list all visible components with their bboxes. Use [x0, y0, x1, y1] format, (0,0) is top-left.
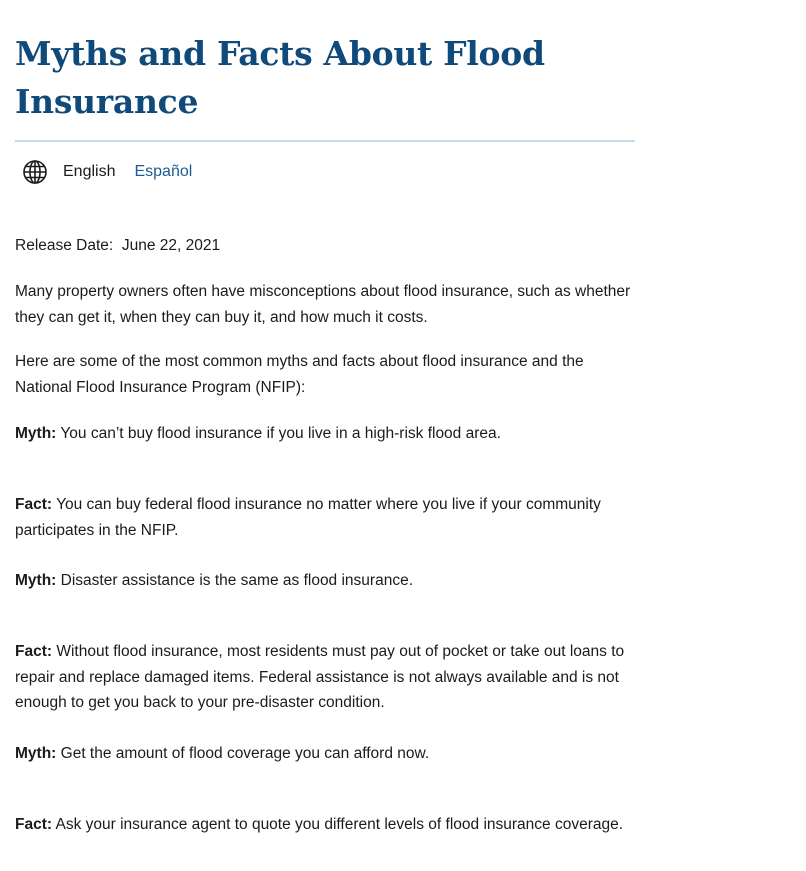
myth-item [15, 568, 635, 594]
fact-label: Fact: [15, 643, 53, 660]
release-date-value: June 22, 2021 [121, 237, 221, 254]
myth-label: Myth: [15, 425, 57, 442]
language-link-espanol[interactable]: Español [134, 163, 193, 180]
myth-text: You can’t buy flood insurance if you live in a high-risk flood area. [60, 425, 501, 442]
fact-text: Ask your insurance agent to quote you different levels of flood insurance coverage. [55, 816, 624, 833]
fact-item [15, 639, 635, 716]
myth-text: Disaster assistance is the same as flood insurance. [60, 572, 414, 589]
myth-text: Get the amount of flood coverage you can afford now. [60, 745, 430, 762]
myth-label: Myth: [15, 572, 57, 589]
fact-text: You can buy federal flood insurance no matter where you live if your community participates in the NFIP. [15, 496, 601, 539]
fact-text: Without flood insurance, most residents must pay out of pocket or take out loans to repair and replace damaged items. Federal assistance is not always available and is not enough to get you back to your pre-disaster condition. [15, 643, 625, 711]
fact-item [15, 812, 635, 838]
intro-paragraph-1: Many property owners often have misconceptions about flood insurance, such as whether they can get it, when they can buy it, and how much it costs. [15, 283, 631, 326]
language-current: English [63, 163, 116, 180]
globe-icon [22, 159, 48, 185]
release-date [15, 233, 635, 259]
fact-item [15, 492, 635, 543]
myth-item [15, 421, 635, 447]
myth-label: Myth: [15, 745, 57, 762]
release-date-label: Release Date: [15, 237, 114, 254]
fact-label: Fact: [15, 496, 53, 513]
intro-paragraph-2: Here are some of the most common myths and facts about flood insurance and the National Flood Insurance Program (NFIP): [15, 353, 584, 396]
fact-label: Fact: [15, 816, 53, 833]
language-selector [22, 158, 192, 186]
myth-item [15, 741, 635, 767]
title-divider [15, 140, 635, 142]
page-title: Myths and Facts About Flood Insurance [15, 34, 545, 121]
